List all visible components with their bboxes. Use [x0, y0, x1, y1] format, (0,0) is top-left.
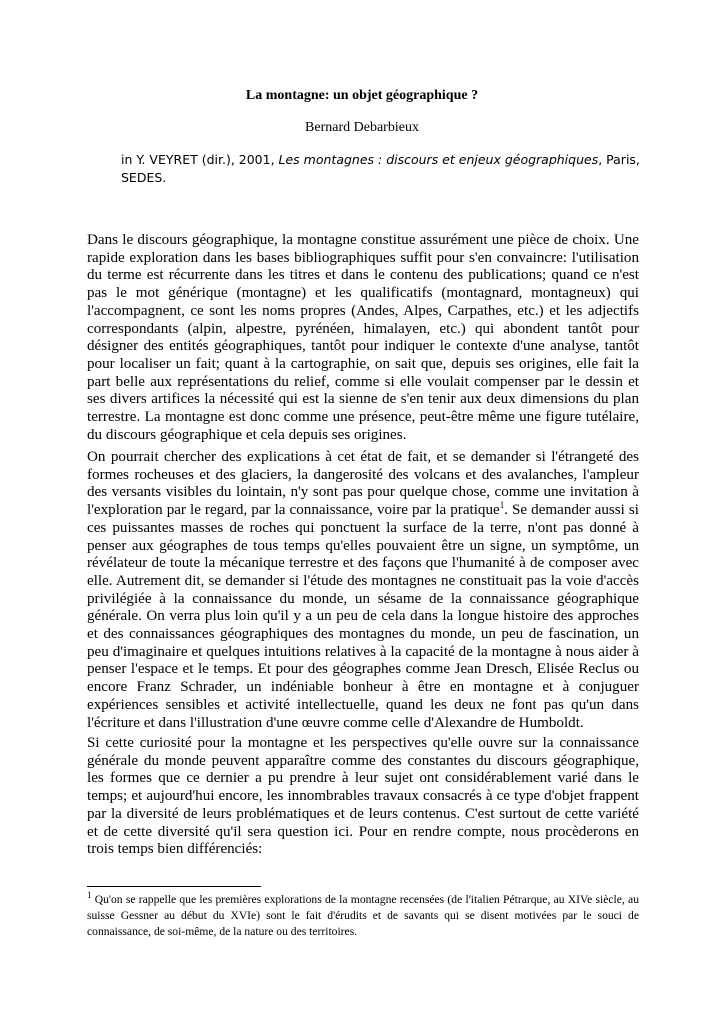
paragraph-2-part-1: On pourrait chercher des explications à cet état de fait, et se demander si l'étrangeté des formes rocheuses et des glaciers, la dangerosité des volcans et des avalanches, l'ampleur des versants visibles du lointain, n'y sont pas pour quelque chose, comme une invitation à l'exploration par le regard, par la connaissance, voire par la pratique	[87, 449, 639, 519]
paragraph-1: Dans le discours géographique, la montagne constitue assurément une pièce de choix. Une rapide exploration dans les bases bibliographiques suffit pour s'en convaincre: l'utilisation du terme est récurrente dans les titres et dans le contenu des publications; quand ce n'est pas le mot générique (montagne) et les qualificatifs (montagnard, montagneux) qui l'accompagnent, ce sont les noms propres (Andes, Alpes, Carpathes, etc.) et les adjectifs correspondants (alpin, alpestre, pyrénéen, himalayen, etc.) qui abondent tantôt pour désigner des entités géographiques, tantôt pour indiquer le contexte d'une analyse, tantôt pour localiser un fait; quant à la cartographie, on sait que, depuis ses origines, elle fait la part belle aux représentations du relief, comme si elle voulait compenser par le dessin et ses divers artifices la nécessité qui est la sienne de s'en tenir aux deux dimensions du plan terrestre. La montagne est donc comme une présence, peut-être même une figure tutélaire, du discours géographique et cela depuis ses origines.	[87, 232, 639, 443]
paragraph-2-part-2: . Se demander aussi si ces puissantes masses de roches qui ponctuent la surface de la terre, n'ont pas donné à penser aux géographes de tous temps qu'elles pouvaient être un signe, un symptôme, un révélateur de toute la mécanique terrestre et des façons que l'humanité à de composer avec elle. Autrement dit, se demander si l'étude des montagnes ne constituait pas la voie d'accès privilégiée à la connaissance du monde, un sésame de la connaissance géographique générale. On verra plus loin qu'il y a un peu de cela dans la longue histoire des approches et des connaissances géographiques des montagnes du monde, un peu de fascination, un peu d'imaginaire et quelques intuitions relatives à la capacité de la montagne à nous aider à penser l'espace et le temps. Et pour des géographes comme Jean Dresch, Elisée Reclus ou encore Franz Schrader, un indéniable bonheur à être en montagne et à conjuguer expériences sensibles et activité intellectuelle, quand les deux ne font pas qu'un dans l'écriture et dans l'illustration d'une œuvre comme celle d'Alexandre de Humboldt.	[87, 502, 639, 731]
paragraph-2	[87, 449, 639, 732]
source-book-title: Les montagnes : discours et enjeux géographiques	[278, 152, 599, 167]
author-name: Bernard Debarbieux	[305, 120, 419, 135]
footnote-text: Qu'on se rappelle que les premières explorations de la montagne recensées (de l'italien Pétrarque, au XIVe siècle, au suisse Gessner au début du XVIe) sont le fait d'érudits et de savants qui se disent motivées par le souci de connaissance, de soi-même, de la nature ou des territoires.	[87, 893, 639, 938]
footnote-separator	[87, 886, 261, 887]
footnote-1	[87, 892, 639, 940]
document-title: La montagne: un objet géographique ?	[245, 88, 479, 103]
source-citation	[121, 151, 641, 187]
footnote-reference: 1	[499, 500, 505, 511]
paragraph-3: Si cette curiosité pour la montagne et les perspectives qu'elle ouvre sur la connaissance générale du monde peuvent apparaître comme des constantes du discours géographique, les formes que ce dernier a pu prendre à leur sujet ont considérablement varié dans le temps; et aujourd'hui encore, les innombrables travaux consacrés à ce type d'objet frappent par la diversité de leurs problématiques et de leurs contenus. C'est surtout de cette variété et de cette diversité qu'il sera question ici. Pour en rendre compte, nous procèderons en trois temps bien différenciés:	[87, 735, 639, 858]
source-suffix: , Paris, SEDES.	[121, 152, 640, 185]
source-prefix: in Y. VEYRET (dir.), 2001,	[121, 152, 279, 167]
footnote-number: 1	[87, 890, 92, 901]
